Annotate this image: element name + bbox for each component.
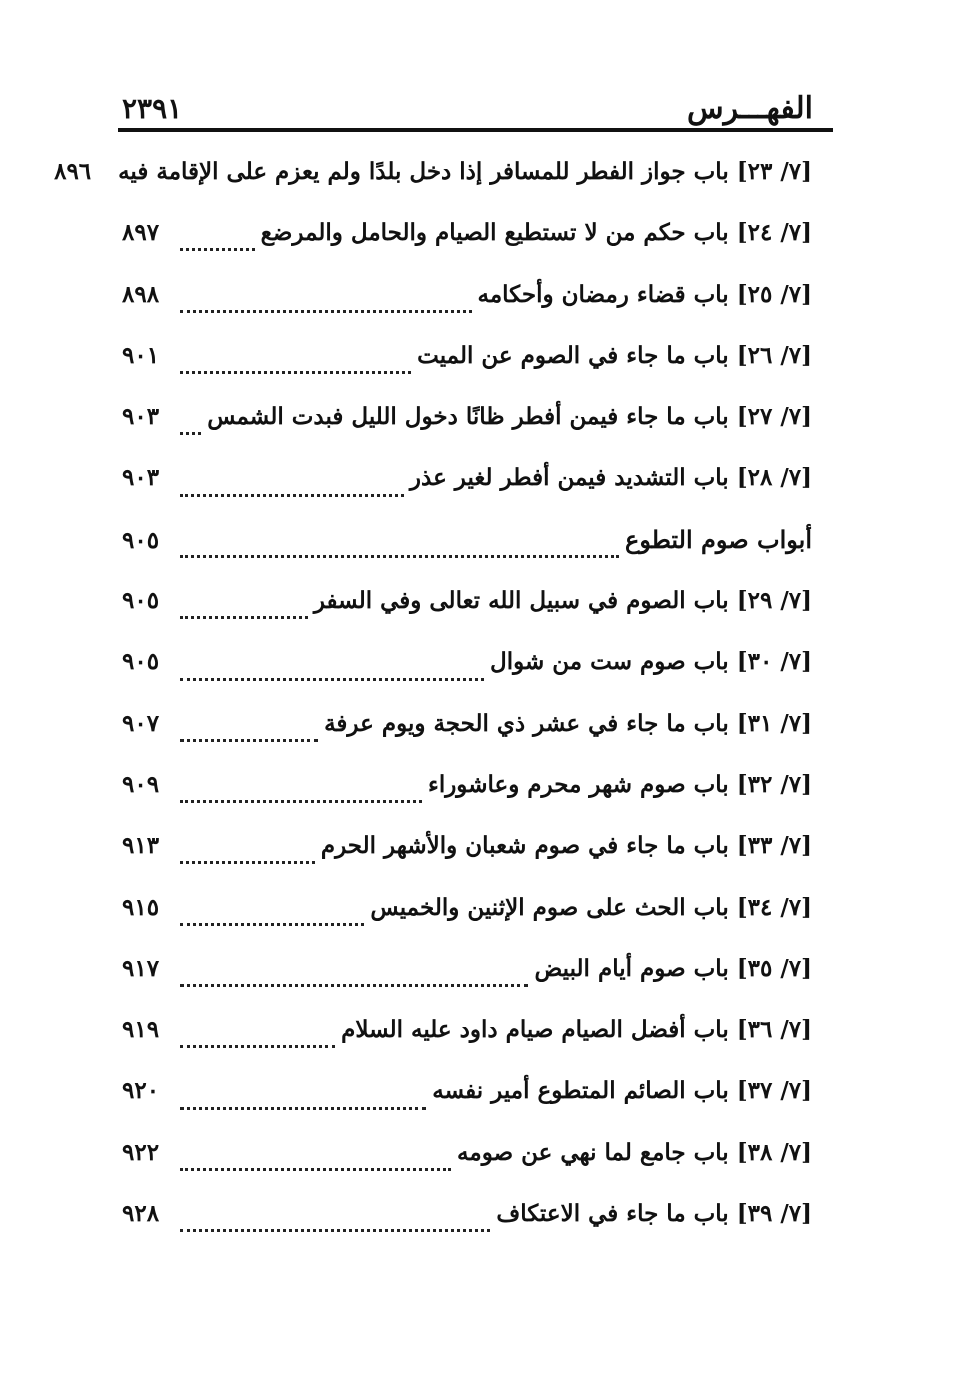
toc-entry-label: [٧/ ٢٦] باب ما جاء في الصوم عن الميت <box>417 341 812 369</box>
toc-entry <box>122 1190 812 1251</box>
toc-entry-page: ٩٠٥ <box>122 526 160 554</box>
dot-leader <box>180 351 411 374</box>
toc-entry-label: [٧/ ٣٥] باب صوم أيام البيض <box>534 954 812 982</box>
dot-leader <box>180 658 484 681</box>
toc-entry-page: ٩٠٣ <box>122 464 160 492</box>
toc-entry-page: ٩٠٥ <box>122 587 160 615</box>
toc-entry-label: [٧/ ٢٩] باب الصوم في سبيل الله تعالى وفي السفر <box>313 587 812 615</box>
toc-entry-page: ٩٠١ <box>122 341 160 369</box>
toc-entry-page: ٩٠٣ <box>122 403 160 431</box>
dot-leader <box>180 290 472 313</box>
dot-leader <box>180 903 364 926</box>
toc-entry-label: [٧/ ٢٣] باب جواز الفطر للمسافر إذا دخل بلدًا ولم يعزم على الإقامة فيه <box>118 158 812 185</box>
page-title: الفهـــرس <box>686 91 813 126</box>
toc-entry-label: [٧/ ٣٧] باب الصائم المتطوع أمير نفسه <box>432 1077 812 1105</box>
dot-leader <box>180 964 528 987</box>
toc-entry <box>122 332 812 393</box>
dot-leader <box>180 474 404 497</box>
table-of-contents <box>54 148 812 1251</box>
toc-entry-label: [٧/ ٢٨] باب التشديد فيمن أفطر لغير عذر <box>409 464 812 492</box>
toc-entry-label: [٧/ ٣٦] باب أفضل الصيام صيام داود عليه السلام <box>341 1016 812 1044</box>
toc-entry-page: ٩١٧ <box>122 954 160 982</box>
toc-entry-page: ٨٩٦ <box>54 158 92 185</box>
dot-leader <box>180 412 201 435</box>
dot-leader <box>180 841 315 864</box>
toc-entry-page: ٩٢٨ <box>122 1200 160 1228</box>
toc-entry-page: ٩٢٢ <box>122 1138 160 1166</box>
dot-leader <box>180 228 255 251</box>
toc-entry-label: [٧/ ٣٢] باب صوم شهر محرم وعاشوراء <box>428 770 812 798</box>
toc-entry <box>122 822 812 883</box>
toc-entry-page: ٩١٣ <box>122 832 160 860</box>
toc-entry-page: ٩١٥ <box>122 893 160 921</box>
toc-entry <box>122 393 812 454</box>
toc-entry <box>54 148 812 209</box>
dot-leader <box>180 1209 490 1232</box>
toc-entry <box>122 700 812 761</box>
dot-leader <box>180 1087 426 1110</box>
toc-entry <box>122 884 812 945</box>
page-number: ٢٣٩١ <box>122 92 183 125</box>
toc-entry <box>122 638 812 699</box>
toc-entry <box>122 945 812 1006</box>
toc-entry-label: [٧/ ٣٠] باب صوم ست من شوال <box>490 648 812 676</box>
toc-entry-label: [٧/ ٢٥] باب قضاء رمضان وأحكامه <box>477 280 812 308</box>
toc-entry-page: ٩١٩ <box>122 1016 160 1044</box>
dot-leader <box>180 719 318 742</box>
dot-leader <box>180 535 619 558</box>
toc-entry <box>122 271 812 332</box>
toc-entry <box>122 209 812 270</box>
toc-entry-page: ٩٢٠ <box>122 1077 160 1105</box>
toc-entry-page: ٨٩٨ <box>122 280 160 308</box>
dot-leader <box>180 1148 451 1171</box>
toc-entry-label: [٧/ ٢٧] باب ما جاء فيمن أفطر ظانًا دخول الليل فبدت الشمس <box>207 403 812 431</box>
toc-entry <box>122 761 812 822</box>
toc-entry <box>122 1067 812 1128</box>
dot-leader <box>180 1025 335 1048</box>
dot-leader <box>180 596 308 619</box>
toc-entry <box>122 577 812 638</box>
header-rule <box>118 128 833 132</box>
dot-leader <box>180 780 422 803</box>
toc-entry-page: ٩٠٥ <box>122 648 160 676</box>
toc-entry-label: [٧/ ٣٣] باب ما جاء في صوم شعبان والأشهر الحرم <box>320 832 812 860</box>
toc-entry-label: أبواب صوم التطوع <box>625 524 812 554</box>
toc-entry-label: [٧/ ٣٤] باب الحث على صوم الإثنين والخميس <box>370 893 812 921</box>
toc-entry-label: [٧/ ٣١] باب ما جاء في عشر ذي الحجة ويوم عرفة <box>324 709 812 737</box>
toc-entry-label: [٧/ ٣٩] باب ما جاء في الاعتكاف <box>496 1200 812 1228</box>
toc-entry-page: ٩٠٩ <box>122 770 160 798</box>
toc-entry <box>122 454 812 515</box>
toc-entry-label: [٧/ ٣٨] باب جامع لما نهي عن صومه <box>457 1138 812 1166</box>
toc-entry <box>122 1006 812 1067</box>
toc-section-heading <box>122 516 812 577</box>
toc-entry-page: ٩٠٧ <box>122 709 160 737</box>
toc-entry <box>122 1129 812 1190</box>
toc-entry-page: ٨٩٧ <box>122 219 160 247</box>
page-header <box>118 88 833 132</box>
toc-entry-label: [٧/ ٢٤] باب حكم من لا تستطيع الصيام والحامل والمرضع <box>260 219 812 247</box>
